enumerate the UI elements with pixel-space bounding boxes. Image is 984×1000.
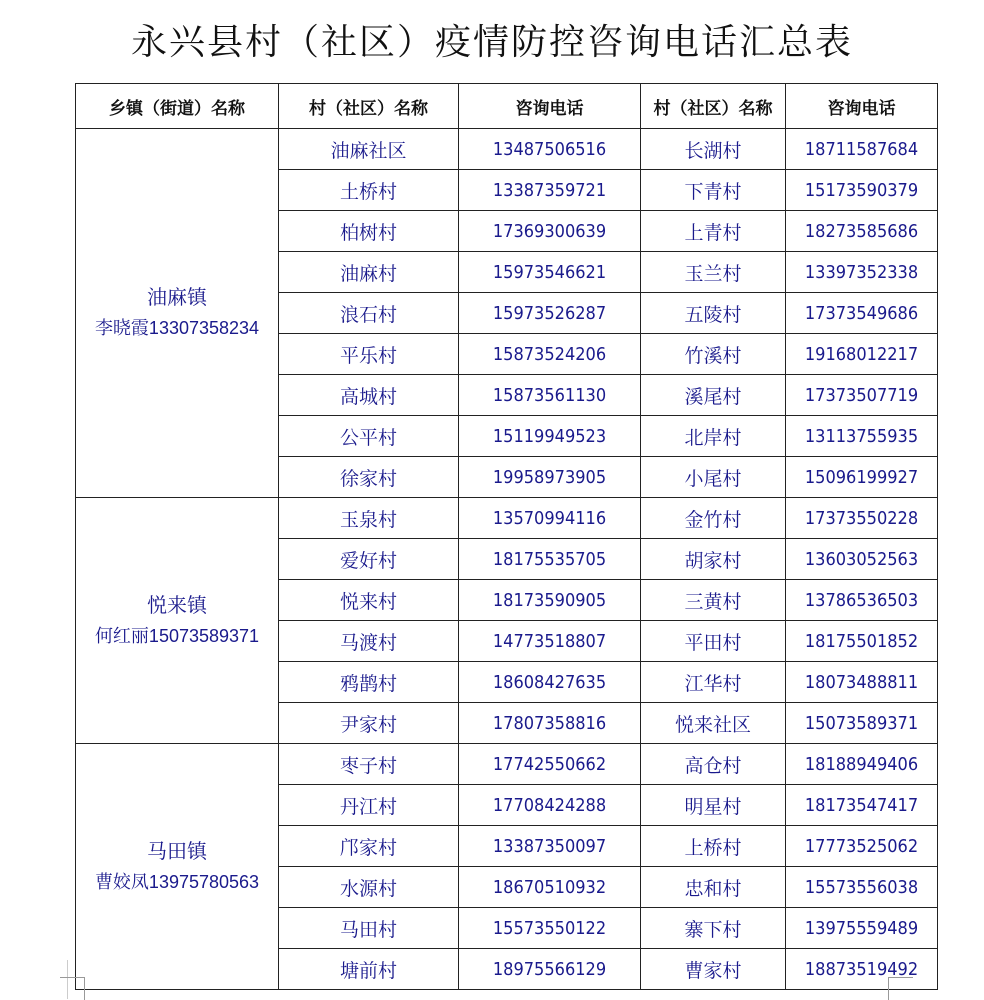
village-phone-right: 15573556038 xyxy=(786,867,938,908)
village-phone-left: 15973526287 xyxy=(459,293,641,334)
village-phone-left: 18670510932 xyxy=(459,867,641,908)
village-phone-right: 13603052563 xyxy=(786,539,938,580)
village-phone-left: 13487506516 xyxy=(459,129,641,170)
header-phone-1: 咨询电话 xyxy=(459,84,641,129)
village-phone-left: 17807358816 xyxy=(459,703,641,744)
town-cell xyxy=(76,498,279,744)
village-name-left: 土桥村 xyxy=(279,170,459,211)
header-phone-2: 咨询电话 xyxy=(786,84,938,129)
table-row xyxy=(76,498,938,539)
contact-table xyxy=(75,83,938,990)
village-name-left: 爱好村 xyxy=(279,539,459,580)
header-village-1: 村（社区）名称 xyxy=(279,84,459,129)
village-phone-left: 13570994116 xyxy=(459,498,641,539)
town-name: 油麻镇 xyxy=(147,287,207,309)
village-phone-right: 17773525062 xyxy=(786,826,938,867)
village-phone-left: 15119949523 xyxy=(459,416,641,457)
village-phone-left: 14773518807 xyxy=(459,621,641,662)
village-phone-left: 18608427635 xyxy=(459,662,641,703)
village-name-right: 悦来社区 xyxy=(641,703,786,744)
village-name-left: 公平村 xyxy=(279,416,459,457)
header-town: 乡镇（街道）名称 xyxy=(76,84,279,129)
village-phone-right: 13975559489 xyxy=(786,908,938,949)
village-phone-right: 15073589371 xyxy=(786,703,938,744)
header-village-2: 村（社区）名称 xyxy=(641,84,786,129)
village-name-left: 柏树村 xyxy=(279,211,459,252)
village-name-right: 五陵村 xyxy=(641,293,786,334)
village-phone-left: 18173590905 xyxy=(459,580,641,621)
village-name-left: 尹家村 xyxy=(279,703,459,744)
village-name-right: 小尾村 xyxy=(641,457,786,498)
village-phone-right: 17373550228 xyxy=(786,498,938,539)
village-name-right: 明星村 xyxy=(641,785,786,826)
village-name-left: 油麻村 xyxy=(279,252,459,293)
village-name-right: 溪尾村 xyxy=(641,375,786,416)
village-phone-right: 17373549686 xyxy=(786,293,938,334)
village-name-right: 上青村 xyxy=(641,211,786,252)
village-name-right: 北岸村 xyxy=(641,416,786,457)
village-name-left: 玉泉村 xyxy=(279,498,459,539)
village-name-right: 寨下村 xyxy=(641,908,786,949)
village-phone-right: 15096199927 xyxy=(786,457,938,498)
village-phone-left: 17708424288 xyxy=(459,785,641,826)
village-phone-left: 17369300639 xyxy=(459,211,641,252)
village-name-right: 上桥村 xyxy=(641,826,786,867)
village-name-left: 邝家村 xyxy=(279,826,459,867)
village-phone-left: 17742550662 xyxy=(459,744,641,785)
village-name-right: 竹溪村 xyxy=(641,334,786,375)
village-name-left: 浪石村 xyxy=(279,293,459,334)
town-contact: 曹姣凤13975780563 xyxy=(94,871,260,892)
village-phone-right: 18711587684 xyxy=(786,129,938,170)
town-cell xyxy=(76,744,279,990)
header-row xyxy=(76,84,938,129)
village-phone-left: 18175535705 xyxy=(459,539,641,580)
village-name-right: 玉兰村 xyxy=(641,252,786,293)
document-title: 永兴县村（社区）疫情防控咨询电话汇总表 xyxy=(130,22,853,63)
village-phone-left: 19958973905 xyxy=(459,457,641,498)
village-name-left: 平乐村 xyxy=(279,334,459,375)
village-name-left: 马田村 xyxy=(279,908,459,949)
village-phone-right: 18175501852 xyxy=(786,621,938,662)
village-phone-left: 15973546621 xyxy=(459,252,641,293)
village-name-left: 悦来村 xyxy=(279,580,459,621)
village-name-left: 徐家村 xyxy=(279,457,459,498)
village-phone-left: 15873524206 xyxy=(459,334,641,375)
village-name-left: 枣子村 xyxy=(279,744,459,785)
town-name: 悦来镇 xyxy=(147,594,207,617)
village-phone-right: 13397352338 xyxy=(786,252,938,293)
town-name: 马田镇 xyxy=(147,840,207,863)
village-phone-left: 13387359721 xyxy=(459,170,641,211)
crop-mark-right xyxy=(888,977,913,1000)
village-phone-right: 18873519492 xyxy=(786,949,938,990)
village-name-right: 忠和村 xyxy=(641,867,786,908)
village-name-left: 水源村 xyxy=(279,867,459,908)
town-contact: 李晓霞13307358234 xyxy=(94,318,260,338)
village-name-right: 长湖村 xyxy=(641,129,786,170)
village-name-right: 平田村 xyxy=(641,621,786,662)
village-phone-right: 13786536503 xyxy=(786,580,938,621)
village-name-left: 高城村 xyxy=(279,375,459,416)
village-phone-right: 18173547417 xyxy=(786,785,938,826)
town-contact: 何红丽15073589371 xyxy=(94,625,260,646)
village-name-right: 胡家村 xyxy=(641,539,786,580)
village-name-left: 鸦鹊村 xyxy=(279,662,459,703)
table-body xyxy=(76,129,938,990)
village-phone-left: 15873561130 xyxy=(459,375,641,416)
village-phone-left: 13387350097 xyxy=(459,826,641,867)
village-name-left: 丹江村 xyxy=(279,785,459,826)
village-name-right: 三黄村 xyxy=(641,580,786,621)
village-name-right: 下青村 xyxy=(641,170,786,211)
village-phone-right: 17373507719 xyxy=(786,375,938,416)
village-phone-right: 18073488811 xyxy=(786,662,938,703)
village-phone-right: 19168012217 xyxy=(786,334,938,375)
village-name-left: 马渡村 xyxy=(279,621,459,662)
village-name-left: 塘前村 xyxy=(279,949,459,990)
table-row xyxy=(76,744,938,785)
village-name-right: 高仓村 xyxy=(641,744,786,785)
village-phone-right: 13113755935 xyxy=(786,416,938,457)
village-name-left: 油麻社区 xyxy=(279,129,459,170)
table-row xyxy=(76,129,938,170)
village-phone-right: 18273585686 xyxy=(786,211,938,252)
village-phone-left: 18975566129 xyxy=(459,949,641,990)
crop-mark-left xyxy=(60,977,85,1000)
village-name-right: 金竹村 xyxy=(641,498,786,539)
village-phone-left: 15573550122 xyxy=(459,908,641,949)
village-name-right: 曹家村 xyxy=(641,949,786,990)
village-name-right: 江华村 xyxy=(641,662,786,703)
village-phone-right: 15173590379 xyxy=(786,170,938,211)
town-cell xyxy=(76,129,279,498)
village-phone-right: 18188949406 xyxy=(786,744,938,785)
